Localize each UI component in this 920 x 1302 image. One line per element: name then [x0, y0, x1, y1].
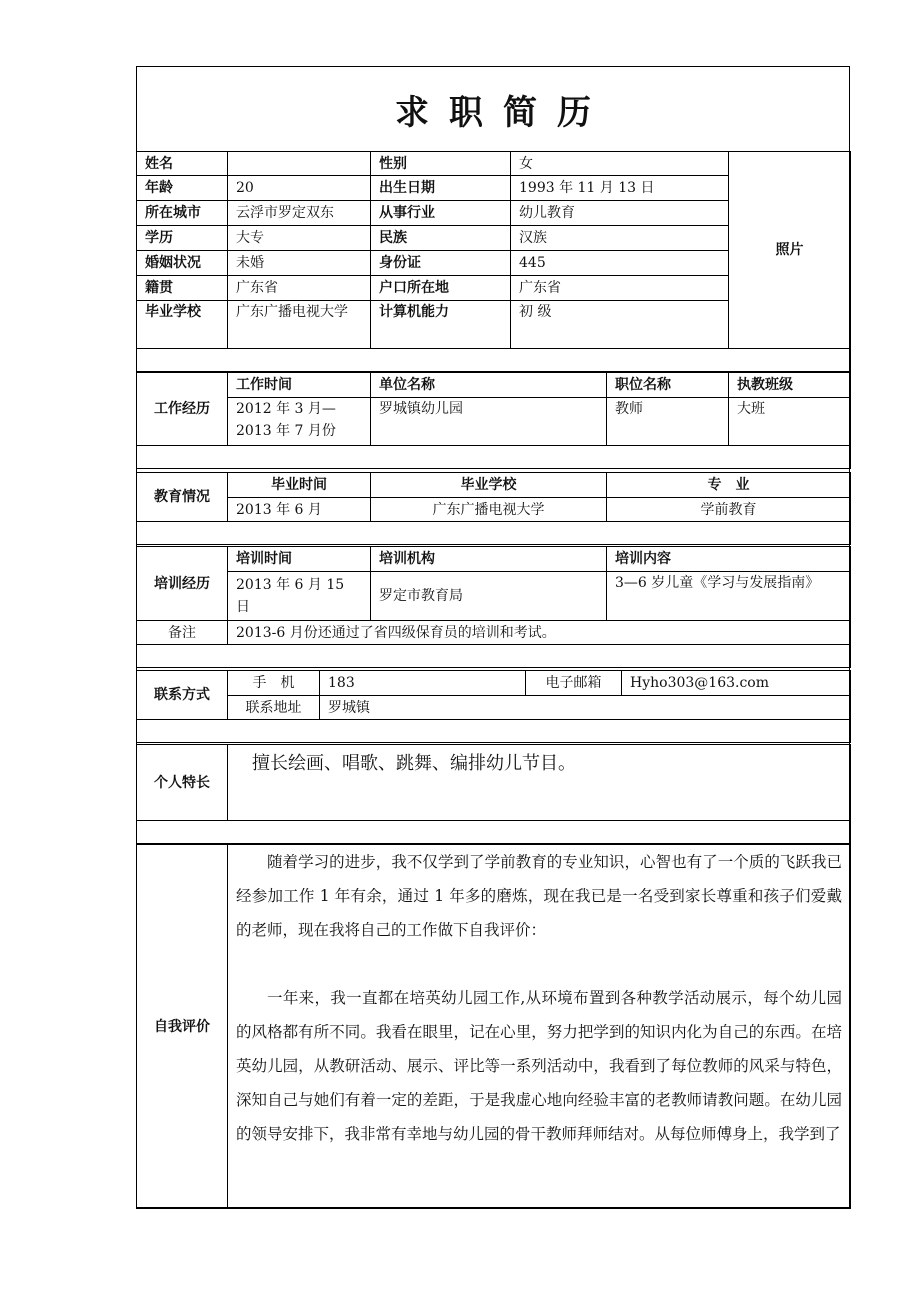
gender-label: 性别: [371, 152, 511, 176]
evaluation-section-label: 自我评价: [137, 845, 228, 1209]
marital-label: 婚姻状况: [137, 251, 228, 276]
hukou-value: 广东省: [511, 276, 729, 301]
city-label: 所在城市: [137, 201, 228, 226]
specialty-table: [136, 744, 851, 844]
ethnic-label: 民族: [371, 226, 511, 251]
phone-label: 手 机: [228, 671, 320, 696]
training-header-time: 培训时间: [228, 547, 371, 572]
edu-time: 2013 年 6 月: [228, 498, 371, 522]
work-header-time: 工作时间: [228, 373, 371, 398]
work-unit: 罗城镇幼儿园: [371, 398, 607, 446]
evaluation-paragraph-1: 随着学习的进步，我不仅学到了学前教育的专业知识，心智也有了一个质的飞跃我已经参加工作 1 年有余，通过 1 年多的磨炼，现在我已是一名受到家长尊重和孩子们爱戴的老师，现在我将自己的工作做下自我评价：: [236, 853, 842, 939]
address-value: 罗城镇: [320, 696, 851, 720]
email-value: Hyho303@163.com: [622, 671, 851, 696]
education-label: 学历: [137, 226, 228, 251]
basic-info-table: [136, 151, 851, 372]
work-header-class: 执教班级: [729, 373, 851, 398]
industry-value: 幼儿教育: [511, 201, 729, 226]
title-row: [137, 67, 849, 152]
photo-cell: 照片: [729, 152, 851, 349]
industry-label: 从事行业: [371, 201, 511, 226]
work-header-position: 职位名称: [607, 373, 729, 398]
computer-label: 计算机能力: [371, 301, 511, 349]
specialty-text: 擅长绘画、唱歌、跳舞、编排幼儿节目。: [228, 745, 851, 821]
contact-table: [136, 670, 851, 743]
education-section-label: 教育情况: [137, 473, 228, 522]
remark-text: 2013-6 月份还通过了省四级保育员的培训和考试。: [228, 621, 851, 645]
training-section-label: 培训经历: [137, 547, 228, 621]
native-value: 广东省: [228, 276, 371, 301]
school-value: 广东广播电视大学: [228, 301, 371, 349]
spacer-row: [137, 522, 851, 545]
address-label: 联系地址: [228, 696, 320, 720]
training-content: 3—6 岁儿童《学习与发展指南》: [607, 572, 851, 621]
hukou-label: 户口所在地: [371, 276, 511, 301]
specialty-section-label: 个人特长: [137, 745, 228, 821]
email-label: 电子邮箱: [526, 671, 622, 696]
work-class: 大班: [729, 398, 851, 446]
phone-value: 183: [320, 671, 526, 696]
edu-header-time: 毕业时间: [228, 473, 371, 498]
id-value: 445: [511, 251, 729, 276]
edu-header-major: 专 业: [607, 473, 851, 498]
training-table: [136, 546, 851, 668]
spacer-row: [137, 446, 851, 469]
age-value: 20: [228, 176, 371, 201]
page-title: 求职简历: [395, 92, 611, 133]
training-time: 2013 年 6 月 15 日: [228, 572, 371, 621]
work-table: [136, 372, 851, 469]
work-time: 2012 年 3 月—2013 年 7 月份: [228, 398, 371, 446]
native-label: 籍贯: [137, 276, 228, 301]
evaluation-text: [228, 845, 851, 1209]
spacer-row: [137, 349, 851, 372]
training-header-content: 培训内容: [607, 547, 851, 572]
edu-header-school: 毕业学校: [371, 473, 607, 498]
age-label: 年龄: [137, 176, 228, 201]
work-header-unit: 单位名称: [371, 373, 607, 398]
evaluation-paragraph-2: 一年来，我一直都在培英幼儿园工作,从环境布置到各种教学活动展示，每个幼儿园的风格都有所不同。我看在眼里，记在心里，努力把学到的知识内化为自己的东西。在培英幼儿园，从教研活动、展示、评比等一系列活动中，我看到了每位教师的风采与特色，深知自己与她们有着一定的差距，于是我虚心地向经验丰富的老教师请教问题。在幼儿园的领导安排下，我非常有幸地与幼儿园的骨干教师拜师结对。从每位师傅身上，我学到了: [236, 989, 842, 1143]
evaluation-table: [136, 844, 851, 1209]
spacer-row: [137, 645, 851, 668]
work-position: 教师: [607, 398, 729, 446]
education-value: 大专: [228, 226, 371, 251]
id-label: 身份证: [371, 251, 511, 276]
contact-section-label: 联系方式: [137, 671, 228, 720]
computer-value: 初 级: [511, 301, 729, 349]
ethnic-value: 汉族: [511, 226, 729, 251]
city-value: 云浮市罗定双东: [228, 201, 371, 226]
marital-value: 未婚: [228, 251, 371, 276]
spacer-row: [137, 821, 851, 844]
spacer-row: [137, 720, 851, 743]
gender-value: 女: [511, 152, 729, 176]
training-org: 罗定市教育局: [371, 572, 607, 621]
birth-label: 出生日期: [371, 176, 511, 201]
education-table: [136, 472, 851, 545]
resume-sheet: [136, 66, 850, 1208]
training-header-org: 培训机构: [371, 547, 607, 572]
edu-major: 学前教育: [607, 498, 851, 522]
school-label: 毕业学校: [137, 301, 228, 349]
work-section-label: 工作经历: [137, 373, 228, 446]
name-label: 姓名: [137, 152, 228, 176]
name-value: [228, 152, 371, 176]
remark-label: 备注: [137, 621, 228, 645]
edu-school: 广东广播电视大学: [371, 498, 607, 522]
birth-value: 1993 年 11 月 13 日: [511, 176, 729, 201]
